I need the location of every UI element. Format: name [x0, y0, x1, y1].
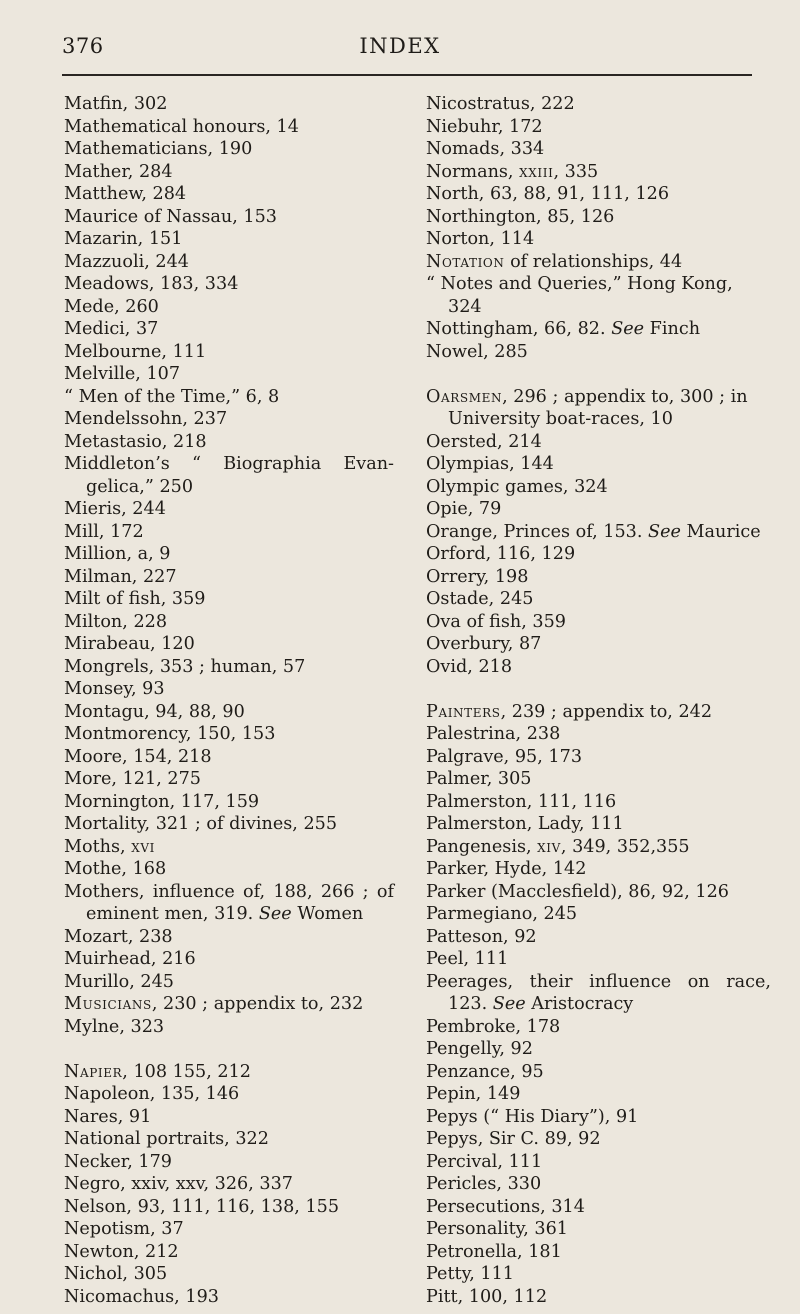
- entry-text-tail: Maurice: [680, 521, 761, 542]
- entry-roman-numeral: xvi: [131, 836, 155, 857]
- index-entry: [64, 858, 394, 881]
- index-entry: [426, 543, 771, 566]
- entry-text: Nelson, 93, 111, 116, 138, 155: [64, 1196, 340, 1217]
- index-entry: [64, 543, 394, 566]
- index-entry: [64, 1128, 394, 1151]
- index-entry: [64, 881, 394, 926]
- index-entry: [426, 341, 771, 364]
- index-entry: [426, 521, 771, 544]
- index-entry: [426, 881, 771, 904]
- index-entry: [64, 1061, 394, 1084]
- index-column-left: [64, 93, 394, 1308]
- entry-text: Monsey, 93: [64, 679, 165, 699]
- index-entry: [426, 858, 771, 881]
- entry-text: Pepys, Sir C. 89, 92: [426, 1129, 601, 1149]
- index-entry: [426, 1128, 771, 1151]
- index-entry: [64, 1151, 394, 1174]
- entry-text: Mathematical honours, 14: [64, 116, 299, 137]
- entry-text: Orange, Princes of, 153.: [426, 521, 649, 542]
- entry-text: Nicomachus, 193: [64, 1286, 219, 1307]
- entry-text: Pericles, 330: [426, 1174, 542, 1194]
- entry-text: Pepys (“ His Diary”), 91: [426, 1106, 639, 1127]
- index-entry: [64, 116, 394, 139]
- entry-text: Mendelssohn, 237: [64, 409, 228, 429]
- index-entry: [64, 948, 394, 971]
- entry-text: Montagu, 94, 88, 90: [64, 701, 245, 722]
- entry-text: Newton, 212: [64, 1241, 179, 1262]
- entry-text: , 230 ; appendix to, 232: [151, 994, 364, 1014]
- index-entry: [64, 183, 394, 206]
- index-entry: [64, 993, 394, 1016]
- index-entry: [426, 318, 771, 341]
- entry-text: Nichol, 305: [64, 1264, 168, 1284]
- index-entry: [64, 273, 394, 296]
- entry-text: Negro, xxiv, xxv, 326, 337: [64, 1174, 293, 1194]
- entry-text: Palestrina, 238: [426, 724, 561, 744]
- index-entry: [64, 566, 394, 589]
- entry-text: Mather, 284: [64, 161, 173, 182]
- index-entry: [426, 633, 771, 656]
- entry-text-tail: , 349, 352,355: [560, 836, 690, 857]
- index-entry: [426, 768, 771, 791]
- entry-text: Opie, 79: [426, 499, 502, 519]
- entry-text: Mill, 172: [64, 521, 144, 542]
- header-rule: [62, 74, 752, 76]
- index-entry: [64, 588, 394, 611]
- entry-text: Milman, 227: [64, 566, 177, 587]
- index-entry: [426, 566, 771, 589]
- entry-text: Montmorency, 150, 153: [64, 724, 276, 744]
- index-entry: [426, 1241, 771, 1264]
- entry-text: Mathematicians, 190: [64, 139, 253, 159]
- entry-text: Mylne, 323: [64, 1016, 165, 1037]
- entry-text: Pangenesis,: [426, 836, 538, 857]
- index-entry: [426, 1218, 771, 1241]
- entry-text: Niebuhr, 172: [426, 116, 543, 137]
- index-entry: [64, 1173, 394, 1196]
- entry-text: Peerages, their influence on race, 123.: [426, 971, 771, 1014]
- entry-text: Maurice of Nassau, 153: [64, 206, 277, 227]
- index-entry: [426, 791, 771, 814]
- index-entry: [426, 903, 771, 926]
- entry-roman-numeral: xiv: [537, 836, 561, 857]
- entry-text: Mede, 260: [64, 296, 159, 317]
- index-entry: [64, 296, 394, 319]
- entry-text: Pembroke, 178: [426, 1016, 561, 1037]
- entry-text: Peel, 111: [426, 949, 509, 969]
- entry-text: Pitt, 100, 112: [426, 1286, 548, 1307]
- entry-text: Metastasio, 218: [64, 431, 207, 452]
- entry-text: Matfin, 302: [64, 94, 168, 114]
- entry-text: North, 63, 88, 91, 111, 126: [426, 184, 670, 204]
- index-entry: [64, 836, 394, 859]
- entry-heading-smallcaps: Musicians: [64, 994, 152, 1014]
- index-entry: [426, 183, 771, 206]
- entry-text: Normans,: [426, 161, 520, 182]
- index-column-right: [426, 93, 771, 1308]
- entry-text: Norton, 114: [426, 229, 535, 249]
- entry-text: Meadows, 183, 334: [64, 274, 239, 294]
- index-entry: [426, 1083, 771, 1106]
- index-entry: [426, 926, 771, 949]
- entry-text: Million, a, 9: [64, 544, 171, 564]
- running-head-title: INDEX: [359, 34, 441, 58]
- entry-text: Mazzuoli, 244: [64, 251, 189, 272]
- index-entry: [64, 161, 394, 184]
- entry-heading-smallcaps: Napier: [64, 1061, 123, 1082]
- entry-text: Olympias, 144: [426, 454, 554, 474]
- entry-text: Milton, 228: [64, 611, 168, 632]
- index-entry: [426, 228, 771, 251]
- entry-text: Mazarin, 151: [64, 229, 183, 249]
- index-entry: [426, 1263, 771, 1286]
- index-entry: [426, 161, 771, 184]
- index-entry: [426, 948, 771, 971]
- entry-text: “ Notes and Queries,” Hong Kong, 324: [426, 274, 733, 317]
- entry-text: Matthew, 284: [64, 184, 187, 204]
- index-entry: [426, 836, 771, 859]
- entry-text: Nowel, 285: [426, 341, 528, 362]
- entry-text: Moths,: [64, 836, 132, 857]
- index-entry: [426, 588, 771, 611]
- entry-text: Patteson, 92: [426, 926, 537, 947]
- index-entry: [426, 611, 771, 634]
- index-entry: [64, 1263, 394, 1286]
- index-entry: [64, 386, 394, 409]
- entry-text: Ovid, 218: [426, 656, 513, 677]
- index-entry: [64, 498, 394, 521]
- index-entry: [64, 93, 394, 116]
- index-entry: [64, 408, 394, 431]
- entry-text: “ Men of the Time,” 6, 8: [64, 386, 280, 407]
- entry-text: Nicostratus, 222: [426, 94, 575, 114]
- index-entry: [64, 1218, 394, 1241]
- index-entry: [426, 93, 771, 116]
- index-entry: [64, 768, 394, 791]
- entry-text: Persecutions, 314: [426, 1196, 585, 1217]
- index-entry: [426, 1173, 771, 1196]
- entry-text: Necker, 179: [64, 1151, 172, 1172]
- entry-text: Melbourne, 111: [64, 341, 207, 362]
- index-entry: [426, 273, 771, 318]
- entry-text: Oersted, 214: [426, 431, 542, 452]
- index-entry: [64, 701, 394, 724]
- index-entry: [426, 746, 771, 769]
- index-entry: [426, 431, 771, 454]
- index-entry: [426, 1061, 771, 1084]
- entry-heading-smallcaps: Painters: [426, 701, 501, 722]
- entry-text: Palmer, 305: [426, 769, 532, 789]
- entry-text: Pepin, 149: [426, 1084, 521, 1104]
- entry-text: Milt of fish, 359: [64, 589, 206, 609]
- index-entry: [64, 251, 394, 274]
- entry-text: Palmerston, 111, 116: [426, 791, 617, 812]
- index-entry: [426, 1016, 771, 1039]
- entry-text: Mieris, 244: [64, 499, 166, 519]
- entry-text: Orrery, 198: [426, 566, 529, 587]
- index-entry: [426, 813, 771, 836]
- index-entry: [64, 723, 394, 746]
- entry-text: Penzance, 95: [426, 1061, 544, 1082]
- entry-text: Orford, 116, 129: [426, 544, 576, 564]
- entry-text: Middleton’s “ Biographia Evan-gelica,” 250: [64, 454, 394, 497]
- index-entry: [64, 926, 394, 949]
- entry-roman-numeral: xxiii: [519, 161, 554, 182]
- entry-text: Mortality, 321 ; of divines, 255: [64, 814, 338, 834]
- entry-text: Mozart, 238: [64, 926, 173, 947]
- entry-text: Napoleon, 135, 146: [64, 1084, 240, 1104]
- entry-text: Mothe, 168: [64, 859, 167, 879]
- entry-heading-smallcaps: Notation: [426, 251, 505, 272]
- entry-text: , 296 ; appendix to, 300 ; in University boat-races, 10: [448, 386, 748, 429]
- index-entry: [64, 363, 394, 386]
- entry-text: of relationships, 44: [504, 251, 683, 272]
- index-entry: [64, 746, 394, 769]
- entry-text: Moore, 154, 218: [64, 746, 212, 767]
- index-entry: [64, 431, 394, 454]
- index-entry: [64, 1196, 394, 1219]
- index-entry: [426, 206, 771, 229]
- entry-text: Nomads, 334: [426, 139, 545, 159]
- index-entry: [64, 138, 394, 161]
- index-entry: [426, 1106, 771, 1129]
- index-entry: [426, 138, 771, 161]
- index-entry: [426, 1286, 771, 1309]
- entry-text: Northington, 85, 126: [426, 206, 615, 227]
- index-entry: [64, 678, 394, 701]
- index-entry: [64, 453, 394, 498]
- index-entry: [426, 1196, 771, 1219]
- see-reference: See: [611, 319, 645, 339]
- entry-text: Mongrels, 353 ; human, 57: [64, 656, 306, 677]
- index-entry: [64, 1106, 394, 1129]
- entry-text: Murillo, 245: [64, 971, 174, 992]
- entry-text: Petronella, 181: [426, 1241, 562, 1262]
- see-reference: See: [648, 521, 681, 542]
- entry-text: Parker, Hyde, 142: [426, 859, 587, 879]
- index-entry: [426, 476, 771, 499]
- entry-text: , 108 155, 212: [122, 1061, 251, 1082]
- index-entry: [426, 656, 771, 679]
- index-entry: [64, 611, 394, 634]
- entry-text-tail: Women: [291, 904, 364, 924]
- index-entry: [64, 206, 394, 229]
- index-entry: [64, 341, 394, 364]
- entry-text: Mornington, 117, 159: [64, 791, 260, 812]
- index-entry: [64, 521, 394, 544]
- entry-text: Nepotism, 37: [64, 1219, 184, 1239]
- index-entry: [64, 813, 394, 836]
- entry-text: , 239 ; appendix to, 242: [500, 701, 713, 722]
- entry-text: Nares, 91: [64, 1106, 152, 1127]
- entry-text: More, 121, 275: [64, 769, 201, 789]
- entry-heading-smallcaps: Oarsmen: [426, 386, 503, 407]
- index-entry: [426, 251, 771, 274]
- index-entry: [64, 633, 394, 656]
- see-reference: See: [258, 904, 292, 924]
- entry-text: Percival, 111: [426, 1151, 543, 1172]
- index-entry: [426, 498, 771, 521]
- entry-text: Palgrave, 95, 173: [426, 746, 583, 767]
- index-entry: [64, 971, 394, 994]
- index-entry: [64, 656, 394, 679]
- index-entry: [426, 386, 771, 431]
- index-entry: [64, 791, 394, 814]
- entry-text: Overbury, 87: [426, 634, 542, 654]
- entry-text: Petty, 111: [426, 1264, 514, 1284]
- index-entry: [64, 1016, 394, 1039]
- entry-text-tail: , 335: [553, 161, 599, 182]
- index-entry: [64, 1286, 394, 1309]
- entry-text-tail: Finch: [644, 319, 701, 339]
- entry-text: Ostade, 245: [426, 589, 534, 609]
- entry-text: Pengelly, 92: [426, 1039, 533, 1059]
- entry-text: Nottingham, 66, 82.: [426, 319, 612, 339]
- entry-text: Melville, 107: [64, 364, 181, 384]
- index-entry: [64, 228, 394, 251]
- page-header: [0, 0, 800, 80]
- entry-text: Olympic games, 324: [426, 476, 608, 497]
- index-entry: [426, 701, 771, 724]
- see-reference: See: [492, 994, 526, 1014]
- entry-text-tail: Aristocracy: [525, 994, 634, 1014]
- entry-text: Mirabeau, 120: [64, 634, 195, 654]
- index-entry: [426, 723, 771, 746]
- index-entry: [64, 1241, 394, 1264]
- index-entry: [426, 1038, 771, 1061]
- index-entry: [64, 318, 394, 341]
- entry-text: Personality, 361: [426, 1219, 569, 1239]
- entry-text: Muirhead, 216: [64, 949, 196, 969]
- index-entry: [426, 1151, 771, 1174]
- page-number: 376: [62, 34, 104, 58]
- index-entry: [426, 971, 771, 1016]
- entry-text: Palmerston, Lady, 111: [426, 814, 624, 834]
- entry-text: Parmegiano, 245: [426, 904, 578, 924]
- entry-text: National portraits, 322: [64, 1129, 269, 1149]
- entry-text: Parker (Macclesfield), 86, 92, 126: [426, 881, 729, 902]
- index-entry: [426, 116, 771, 139]
- entry-text: Ova of fish, 359: [426, 611, 567, 632]
- index-entry: [426, 453, 771, 476]
- entry-text: Mothers, influence of, 188, 266 ; of eminent men, 319.: [64, 881, 394, 924]
- entry-text: Medici, 37: [64, 319, 159, 339]
- index-entry: [64, 1083, 394, 1106]
